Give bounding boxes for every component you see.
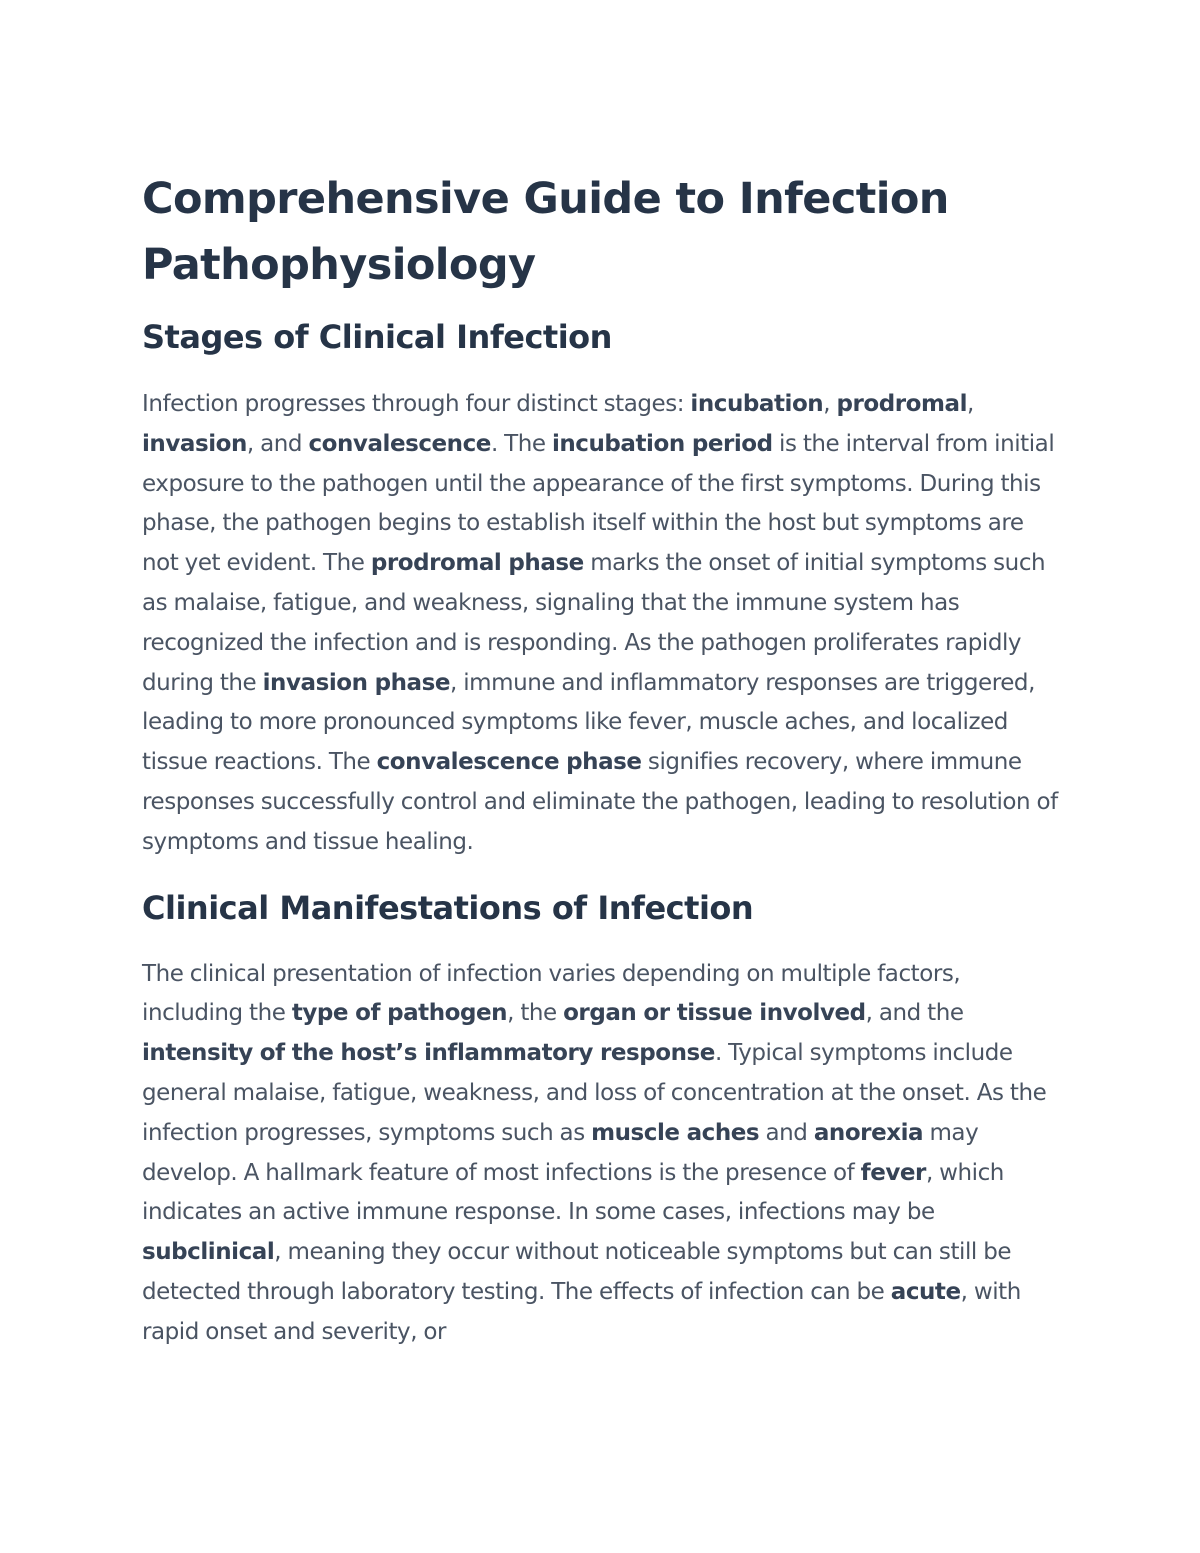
document-title: Comprehensive Guide to Infection Pathophysiology [142,174,949,290]
bold-term: incubation period [551,430,773,457]
bold-term: convalescence [308,430,491,457]
section-heading-stages: Stages of Clinical Infection [142,318,612,356]
text-run: may develop. A hallmark feature of most infections is the presence of [142,1119,979,1186]
bold-term: organ or tissue involved [563,1000,866,1027]
text-run: , [967,391,974,417]
text-run: , and [246,430,309,457]
bold-term: invasion phase [262,669,450,696]
section-paragraph-stages [142,385,1062,863]
text-run: and [759,1119,814,1146]
text-run: marks the onset of initial symptoms such as malaise, fatigue, and weakness, signaling that the immune system has recognized the infection and is responding. As the pathogen proliferates rapidly during the [142,550,1046,696]
text-run: , meaning they occur without noticeable symptoms but can still be detected through laboratory testing. The effects of infection can be [142,1239,1012,1305]
text-run: , with rapid onset and severity, or [142,1278,1021,1345]
text-run: , [823,391,837,417]
bold-term: invasion [142,430,247,457]
section-heading-manifestations: Clinical Manifestations of Infection [142,888,754,927]
bold-term: intensity of the host’s inflammatory response [142,1040,715,1067]
text-run: The clinical presentation of infection varies depending on multiple factors, including the [142,960,961,1027]
bold-term: prodromal [836,391,968,417]
bold-term: prodromal phase [370,550,584,577]
bold-term: subclinical [142,1239,275,1266]
text-run: , which indicates an active immune response. In some cases, infections may be [142,1159,1004,1226]
text-run: . Typical symptoms include general malaise, fatigue, weakness, and loss of concentration at the onset. As the infection progresses, symptoms such as [142,1040,1047,1146]
text-run: signifies recovery, where immune responses successfully control and eliminate the pathogen, leading to resolution of symptoms and tissue healing. [142,749,1058,855]
text-run: , the [507,1000,564,1027]
document-page [142,166,1062,1353]
text-run: . The [490,430,552,457]
section-paragraph-manifestations [142,955,1062,1353]
text-run: Infection progresses through four distinct stages: [142,391,691,417]
bold-term: convalescence phase [376,749,642,776]
bold-term: fever [860,1159,926,1186]
bold-term: incubation [690,391,824,417]
bold-term: acute [890,1278,961,1305]
bold-term: anorexia [813,1119,924,1146]
text-run: is the interval from initial exposure to the pathogen until the appearance of the first symptoms. During this phase, the pathogen begins to establish itself within the host but symptoms are not yet evident. The [142,430,1055,577]
text-run: , immune and inflammatory responses are triggered, leading to more pronounced symptoms like fever, muscle aches, and localized tissue reactions. The [142,669,1035,776]
bold-term: muscle aches [591,1119,760,1146]
bold-term: type of pathogen [291,1000,508,1027]
text-run: , and the [865,1000,964,1027]
